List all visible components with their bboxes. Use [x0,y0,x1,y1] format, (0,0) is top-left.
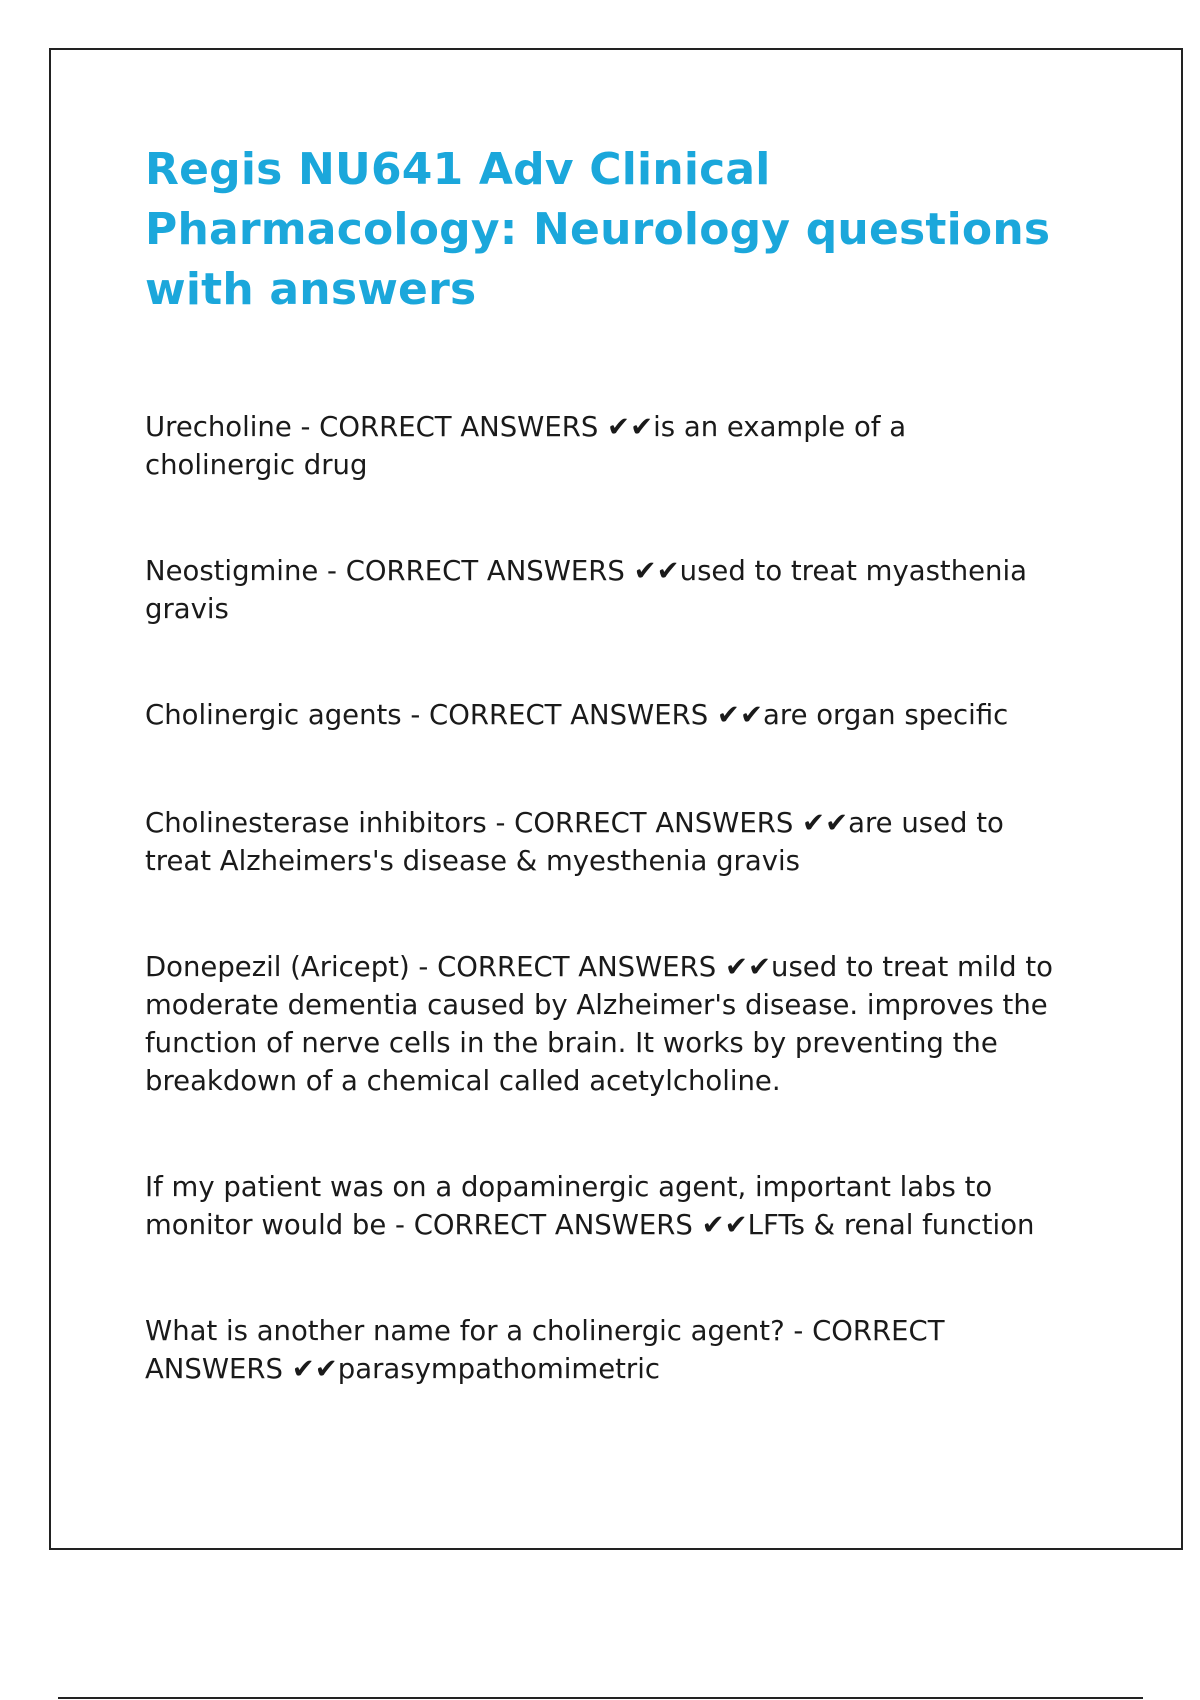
qa-list [145,408,1105,1388]
document-title: Regis NU641 Adv Clinical Pharmacology: Neurology questions with answers [145,144,1051,315]
qa-item-neostigmine: Neostigmine - CORRECT ANSWERS ✔✔used to treat myasthenia gravis [145,555,1027,625]
bottom-divider [58,1697,1143,1699]
qa-item-cholinesterase-inhibitors: Cholinesterase inhibitors - CORRECT ANSWERS ✔✔are used to treat Alzheimers's disease & myesthenia gravis [145,807,1004,877]
qa-item-dopaminergic-labs: If my patient was on a dopaminergic agent, important labs to monitor would be - CORRECT ANSWERS ✔✔LFTs & renal function [145,1171,1035,1241]
qa-item-cholinergic-agents: Cholinergic agents - CORRECT ANSWERS ✔✔are organ specific [145,699,1009,731]
qa-item-urecholine: Urecholine - CORRECT ANSWERS ✔✔is an example of a cholinergic drug [145,411,907,481]
qa-item-donepezil: Donepezil (Aricept) - CORRECT ANSWERS ✔✔used to treat mild to moderate dementia caused by Alzheimer's disease. improves the function of nerve cells in the brain. It works by preventing the breakdown of a chemical called acetylcholine. [145,951,1053,1097]
qa-item-cholinergic-other-name: What is another name for a cholinergic agent? - CORRECT ANSWERS ✔✔parasympathomimetric [145,1315,945,1385]
